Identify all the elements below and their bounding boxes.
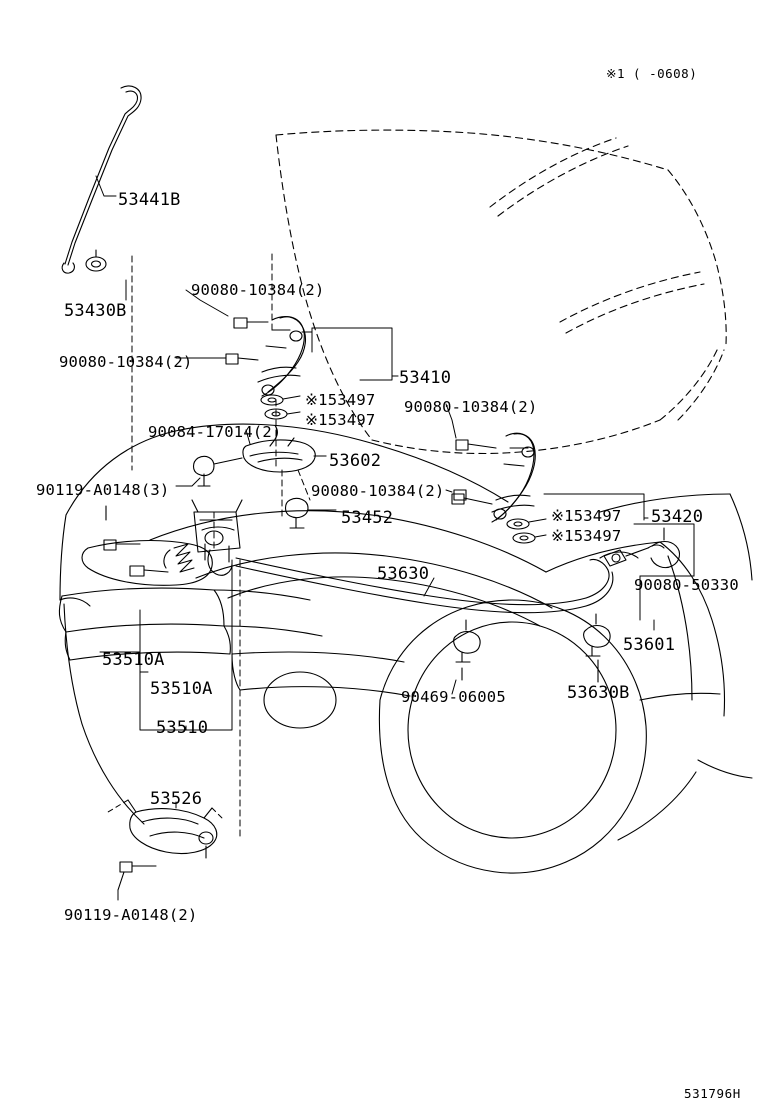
part-label-53420: 53420 [651,507,704,527]
part-label-53526: 53526 [150,789,203,809]
part-label-90469-06005: 90469-06005 [401,688,506,706]
part-label-90080-10384-c: 90080-10384(2) [404,398,538,416]
part-label-90119-a0148-3: 90119-A0148(3) [36,481,170,499]
part-label-90080-50330: 90080-50330 [634,576,739,594]
part-label-53510a-lower: 53510A [150,679,213,699]
part-label-53497-c: ※153497 [551,507,622,525]
part-label-53602: 53602 [329,451,382,471]
part-label-90084-17014: 90084-17014(2) [148,423,282,441]
part-label-53510a-upper: 53510A [102,650,165,670]
part-label-90080-10384-a: 90080-10384(2) [191,281,325,299]
part-label-53601: 53601 [623,635,676,655]
part-label-53497-a: ※153497 [305,391,376,409]
note-top-right: ※1 ( -0608) [606,66,698,81]
part-label-90080-10384-b: 90080-10384(2) [59,353,193,371]
figure-code: 531796H [684,1086,741,1101]
part-label-53630: 53630 [377,564,430,584]
part-label-90119-a0148-2: 90119-A0148(2) [64,906,198,924]
part-label-53410: 53410 [399,368,452,388]
part-label-90080-10384-d: 90080-10384(2) [311,482,445,500]
part-label-53510: 53510 [156,718,209,738]
part-label-53497-d: ※153497 [551,527,622,545]
part-label-53452: 53452 [341,508,394,528]
part-label-53630b: 53630B [567,683,630,703]
part-label-53441b: 53441B [118,190,181,210]
part-label-53497-b: ※153497 [305,411,376,429]
part-label-53430b: 53430B [64,301,127,321]
